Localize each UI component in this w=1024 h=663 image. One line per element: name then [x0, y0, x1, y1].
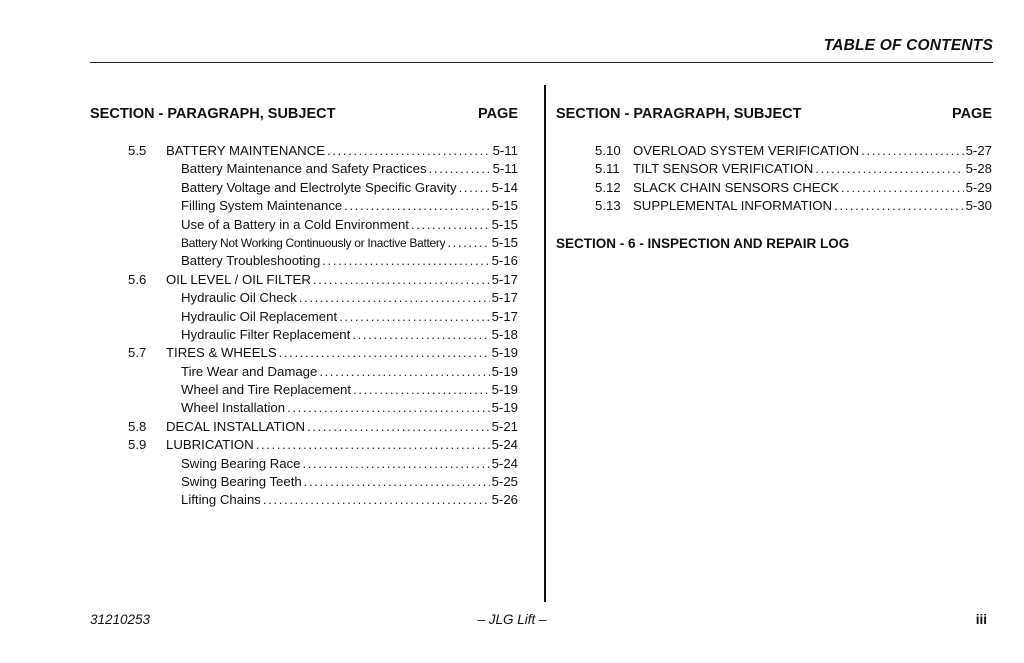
toc-entry-page: 5-24 — [491, 437, 518, 453]
dot-leader — [411, 216, 490, 234]
toc-entry-number: 5.10 — [595, 143, 621, 158]
dot-leader — [322, 252, 489, 270]
toc-entry[interactable] — [90, 455, 518, 473]
toc-entry-page: 5-19 — [491, 345, 518, 361]
toc-entry[interactable] — [556, 160, 992, 178]
toc-entry-page: 5-14 — [491, 179, 518, 195]
toc-entry[interactable] — [556, 197, 992, 215]
toc-entry-label: Battery Maintenance and Safety Practices — [181, 161, 427, 177]
toc-entry-label: LUBRICATION — [166, 437, 254, 453]
toc-entry-label: DECAL INSTALLATION — [166, 418, 305, 434]
heading-subject: SECTION - PARAGRAPH, SUBJECT — [90, 106, 336, 122]
toc-entry-label: Battery Troubleshooting — [181, 253, 321, 269]
toc-entry-number: 5.6 — [128, 271, 147, 287]
toc-entry[interactable] — [90, 363, 518, 381]
dot-leader — [352, 326, 489, 344]
toc-entry-page: 5-17 — [491, 290, 518, 306]
toc-entry[interactable] — [90, 197, 518, 215]
dot-leader — [339, 308, 489, 326]
toc-entry-label: Filling System Maintenance — [181, 198, 343, 214]
toc-entry-page: 5-19 — [491, 400, 518, 416]
toc-entry-label: SUPPLEMENTAL INFORMATION — [633, 198, 833, 214]
toc-entry[interactable] — [556, 142, 992, 160]
toc-entry-page: 5-27 — [965, 143, 992, 158]
dot-leader — [841, 179, 964, 197]
dot-leader — [287, 399, 490, 417]
toc-entry-label: Battery Not Working Continuously or Inactive Battery — [181, 235, 446, 250]
toc-entry-page: 5-24 — [491, 455, 518, 471]
toc-entry-page: 5-28 — [965, 161, 992, 177]
toc-entry-page: 5-16 — [491, 253, 518, 269]
dot-leader — [263, 491, 490, 509]
dot-leader — [256, 436, 490, 454]
toc-entry-page: 5-17 — [491, 271, 518, 287]
page-title: TABLE OF CONTENTS — [823, 37, 993, 54]
toc-entry-page: 5-19 — [491, 363, 518, 379]
toc-entry[interactable] — [90, 234, 518, 252]
toc-entry[interactable] — [90, 473, 518, 491]
toc-entry-label: Wheel Installation — [181, 400, 286, 416]
toc-entry[interactable] — [90, 252, 518, 270]
dot-leader — [815, 160, 963, 178]
toc-entry-label: Battery Voltage and Electrolyte Specific Gravity — [181, 179, 457, 195]
dot-leader — [834, 197, 964, 215]
toc-entry-label: Swing Bearing Teeth — [181, 474, 302, 490]
toc-entry-label: SLACK CHAIN SENSORS CHECK — [633, 179, 839, 195]
toc-entry[interactable] — [90, 289, 518, 307]
toc-entry[interactable] — [90, 436, 518, 454]
toc-entry[interactable] — [556, 179, 992, 197]
heading-page: PAGE — [477, 106, 518, 122]
toc-entry-page: 5-15 — [491, 216, 518, 232]
toc-entry[interactable] — [90, 381, 518, 399]
toc-entry-label: TIRES & WHEELS — [166, 345, 277, 361]
toc-entries-left — [90, 142, 518, 510]
dot-leader — [319, 363, 489, 381]
toc-entry-page: 5-30 — [965, 198, 992, 214]
toc-entry-number: 5.12 — [595, 179, 621, 195]
toc-entry[interactable] — [90, 308, 518, 326]
toc-column-left — [90, 104, 518, 510]
column-heading — [556, 104, 992, 124]
toc-entry-page: 5-11 — [492, 161, 518, 177]
footer-page-number: iii — [975, 612, 987, 627]
toc-entry-number: 5.7 — [128, 345, 147, 361]
dot-leader — [429, 160, 491, 178]
toc-entry-page: 5-29 — [965, 179, 992, 195]
toc-entry[interactable] — [90, 399, 518, 417]
toc-entry-page: 5-17 — [491, 308, 518, 324]
column-divider — [544, 85, 546, 602]
dot-leader — [303, 455, 490, 473]
toc-entry-page: 5-25 — [491, 474, 518, 490]
toc-entry-page: 5-15 — [491, 234, 518, 250]
toc-entry-label: Swing Bearing Race — [181, 455, 301, 471]
toc-entry-label: Wheel and Tire Replacement — [181, 382, 352, 398]
dot-leader — [459, 179, 490, 197]
dot-leader — [861, 142, 963, 160]
toc-entry-label: OIL LEVEL / OIL FILTER — [166, 271, 311, 287]
toc-entry-label: BATTERY MAINTENANCE — [166, 143, 326, 158]
toc-entry-label: Hydraulic Filter Replacement — [181, 326, 351, 342]
toc-entry-label: Hydraulic Oil Check — [181, 290, 297, 306]
toc-entry-number: 5.5 — [128, 143, 147, 158]
dot-leader — [307, 418, 490, 436]
dot-leader — [279, 344, 490, 362]
toc-entry-number: 5.9 — [128, 437, 147, 453]
toc-entry-label: Use of a Battery in a Cold Environment — [181, 216, 409, 232]
footer-doc-number: 31210253 — [90, 612, 151, 627]
toc-entry-number: 5.13 — [595, 198, 621, 214]
toc-entry-page: 5-19 — [491, 382, 518, 398]
dot-leader — [304, 473, 490, 491]
toc-entry-page: 5-18 — [491, 326, 518, 342]
toc-entry-page: 5-21 — [491, 418, 518, 434]
toc-entry[interactable] — [90, 179, 518, 197]
toc-entry[interactable] — [90, 326, 518, 344]
toc-entry[interactable] — [90, 344, 518, 362]
toc-entry[interactable] — [90, 216, 518, 234]
column-heading — [90, 104, 518, 124]
dot-leader — [313, 271, 490, 289]
toc-entry[interactable] — [90, 418, 518, 436]
toc-column-right — [556, 104, 992, 254]
toc-entry-page: 5-26 — [491, 492, 518, 508]
toc-entry-page: 5-15 — [491, 198, 518, 214]
toc-entry-label: OVERLOAD SYSTEM VERIFICATION — [633, 143, 860, 158]
toc-section-6-link[interactable]: SECTION - 6 - INSPECTION AND REPAIR LOG — [556, 235, 850, 251]
toc-entry-number: 5.11 — [595, 161, 620, 177]
heading-subject: SECTION - PARAGRAPH, SUBJECT — [556, 106, 802, 122]
toc-entry-label: TILT SENSOR VERIFICATION — [633, 161, 814, 177]
toc-entry-label: Tire Wear and Damage — [181, 363, 318, 379]
toc-entry[interactable] — [90, 160, 518, 178]
dot-leader — [327, 142, 491, 160]
toc-entry[interactable] — [90, 271, 518, 289]
dot-leader — [353, 381, 490, 399]
toc-entry[interactable] — [90, 491, 518, 509]
toc-entries-right — [556, 142, 992, 216]
toc-entry[interactable] — [90, 142, 518, 160]
dot-leader — [447, 234, 489, 252]
header-rule — [90, 62, 993, 63]
toc-entry-page: 5-11 — [492, 143, 518, 158]
toc-entry-number: 5.8 — [128, 418, 147, 434]
dot-leader — [344, 197, 489, 215]
heading-page: PAGE — [951, 106, 992, 122]
footer-brand: – JLG Lift – — [477, 612, 547, 627]
toc-entry-label: Lifting Chains — [181, 492, 261, 508]
toc-entry-label: Hydraulic Oil Replacement — [181, 308, 338, 324]
dot-leader — [299, 289, 490, 307]
